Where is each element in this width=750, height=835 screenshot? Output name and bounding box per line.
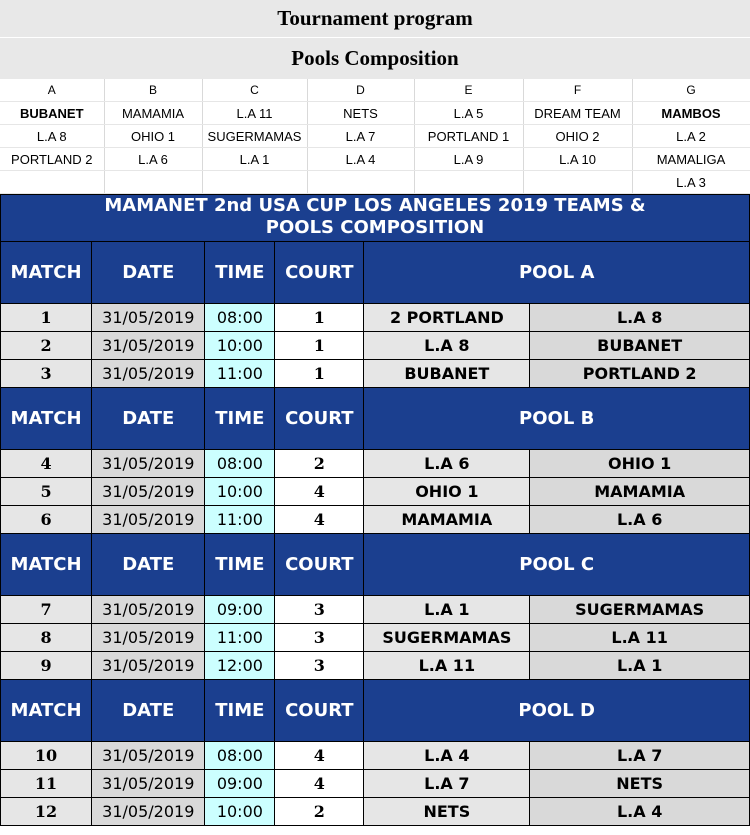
pool-team-cell: BUBANET <box>0 102 104 125</box>
pool-title: POOL A <box>364 242 750 304</box>
time-column-header: TIME <box>205 388 275 450</box>
pool-letter-cell: F <box>523 79 632 102</box>
match-row <box>1 624 750 652</box>
match-team-1: L.A 6 <box>364 450 530 478</box>
time-column-header: TIME <box>205 242 275 304</box>
match-team-2: L.A 7 <box>530 742 750 770</box>
date-column-header: DATE <box>92 388 205 450</box>
match-team-1: MAMAMIA <box>364 506 530 534</box>
match-date: 31/05/2019 <box>92 798 205 826</box>
pool-letter-cell: B <box>104 79 202 102</box>
match-team-1: L.A 1 <box>364 596 530 624</box>
match-team-1: NETS <box>364 798 530 826</box>
match-team-2: OHIO 1 <box>530 450 750 478</box>
pool-team-cell: PORTLAND 1 <box>414 125 523 148</box>
court-column-header: COURT <box>275 680 364 742</box>
pool-header-row <box>1 388 750 450</box>
pool-team-cell <box>523 171 632 194</box>
match-team-2: PORTLAND 2 <box>530 360 750 388</box>
time-column-header: TIME <box>205 534 275 596</box>
match-row <box>1 360 750 388</box>
pool-team-cell: DREAM TEAM <box>523 102 632 125</box>
match-time: 08:00 <box>205 304 275 332</box>
match-time: 10:00 <box>205 478 275 506</box>
pool-team-cell: PORTLAND 2 <box>0 148 104 171</box>
pool-team-row <box>0 125 750 148</box>
pool-team-cell: NETS <box>307 102 414 125</box>
match-team-1: L.A 4 <box>364 742 530 770</box>
pool-team-cell: L.A 2 <box>632 125 750 148</box>
pool-header-row <box>1 242 750 304</box>
pool-letter-cell: E <box>414 79 523 102</box>
match-column-header: MATCH <box>1 680 92 742</box>
pool-team-cell: L.A 10 <box>523 148 632 171</box>
match-row <box>1 506 750 534</box>
pool-letter-cell: G <box>632 79 750 102</box>
pool-team-row <box>0 171 750 194</box>
match-row <box>1 652 750 680</box>
court-column-header: COURT <box>275 388 364 450</box>
pool-header-row <box>1 534 750 596</box>
match-number: 6 <box>1 506 92 534</box>
match-row <box>1 798 750 826</box>
match-date: 31/05/2019 <box>92 596 205 624</box>
match-number: 12 <box>1 798 92 826</box>
pool-title: POOL D <box>364 680 750 742</box>
court-column-header: COURT <box>275 242 364 304</box>
match-court: 4 <box>275 770 364 798</box>
match-court: 3 <box>275 596 364 624</box>
pool-team-cell: L.A 7 <box>307 125 414 148</box>
match-court: 4 <box>275 742 364 770</box>
match-court: 1 <box>275 332 364 360</box>
pool-team-cell: MAMBOS <box>632 102 750 125</box>
pool-letter-cell: A <box>0 79 104 102</box>
time-column-header: TIME <box>205 680 275 742</box>
match-number: 3 <box>1 360 92 388</box>
match-team-2: L.A 11 <box>530 624 750 652</box>
pool-letters-row <box>0 79 750 102</box>
match-row <box>1 450 750 478</box>
match-time: 08:00 <box>205 742 275 770</box>
match-team-2: L.A 6 <box>530 506 750 534</box>
match-schedule-table <box>0 241 750 826</box>
match-number: 1 <box>1 304 92 332</box>
date-column-header: DATE <box>92 242 205 304</box>
pool-team-cell <box>202 171 307 194</box>
match-team-1: L.A 7 <box>364 770 530 798</box>
page-title: Tournament program <box>0 0 750 38</box>
match-number: 9 <box>1 652 92 680</box>
pool-team-cell <box>307 171 414 194</box>
match-column-header: MATCH <box>1 242 92 304</box>
match-number: 7 <box>1 596 92 624</box>
match-row <box>1 742 750 770</box>
match-time: 11:00 <box>205 624 275 652</box>
match-time: 11:00 <box>205 360 275 388</box>
match-row <box>1 304 750 332</box>
match-date: 31/05/2019 <box>92 652 205 680</box>
match-date: 31/05/2019 <box>92 742 205 770</box>
match-row <box>1 478 750 506</box>
match-date: 31/05/2019 <box>92 478 205 506</box>
match-court: 4 <box>275 506 364 534</box>
match-court: 3 <box>275 624 364 652</box>
match-number: 11 <box>1 770 92 798</box>
pool-team-row <box>0 102 750 125</box>
match-team-2: SUGERMAMAS <box>530 596 750 624</box>
match-team-2: L.A 8 <box>530 304 750 332</box>
pool-team-cell <box>0 171 104 194</box>
match-row <box>1 332 750 360</box>
match-team-1: L.A 11 <box>364 652 530 680</box>
court-column-header: COURT <box>275 534 364 596</box>
pool-team-cell: L.A 8 <box>0 125 104 148</box>
pool-team-cell: SUGERMAMAS <box>202 125 307 148</box>
match-team-2: MAMAMIA <box>530 478 750 506</box>
pool-team-cell: OHIO 2 <box>523 125 632 148</box>
pool-team-cell: L.A 3 <box>632 171 750 194</box>
match-time: 11:00 <box>205 506 275 534</box>
match-number: 10 <box>1 742 92 770</box>
pool-header-row <box>1 680 750 742</box>
match-time: 10:00 <box>205 332 275 360</box>
match-court: 2 <box>275 450 364 478</box>
match-team-1: SUGERMAMAS <box>364 624 530 652</box>
pool-team-cell: L.A 5 <box>414 102 523 125</box>
pool-team-cell: MAMAMIA <box>104 102 202 125</box>
match-time: 09:00 <box>205 770 275 798</box>
match-date: 31/05/2019 <box>92 506 205 534</box>
match-team-1: L.A 8 <box>364 332 530 360</box>
pool-team-cell: OHIO 1 <box>104 125 202 148</box>
match-time: 08:00 <box>205 450 275 478</box>
banner-line-1: MAMANET 2nd USA CUP LOS ANGELES 2019 TEAMS & <box>104 195 646 216</box>
match-team-1: BUBANET <box>364 360 530 388</box>
match-number: 2 <box>1 332 92 360</box>
match-number: 5 <box>1 478 92 506</box>
match-team-2: L.A 1 <box>530 652 750 680</box>
pool-team-row <box>0 148 750 171</box>
match-time: 10:00 <box>205 798 275 826</box>
match-team-1: 2 PORTLAND <box>364 304 530 332</box>
pool-letter-cell: D <box>307 79 414 102</box>
match-court: 4 <box>275 478 364 506</box>
match-number: 8 <box>1 624 92 652</box>
match-date: 31/05/2019 <box>92 332 205 360</box>
schedule-banner <box>0 194 750 241</box>
match-date: 31/05/2019 <box>92 360 205 388</box>
match-court: 3 <box>275 652 364 680</box>
match-time: 09:00 <box>205 596 275 624</box>
pool-team-cell: L.A 11 <box>202 102 307 125</box>
pool-letter-cell: C <box>202 79 307 102</box>
match-number: 4 <box>1 450 92 478</box>
pool-team-cell: L.A 9 <box>414 148 523 171</box>
match-date: 31/05/2019 <box>92 450 205 478</box>
pool-team-cell: L.A 1 <box>202 148 307 171</box>
pools-composition-table <box>0 79 750 194</box>
pool-team-cell: L.A 4 <box>307 148 414 171</box>
match-date: 31/05/2019 <box>92 304 205 332</box>
match-row <box>1 596 750 624</box>
match-team-2: BUBANET <box>530 332 750 360</box>
match-row <box>1 770 750 798</box>
match-column-header: MATCH <box>1 388 92 450</box>
match-date: 31/05/2019 <box>92 770 205 798</box>
match-court: 1 <box>275 360 364 388</box>
pool-title: POOL C <box>364 534 750 596</box>
date-column-header: DATE <box>92 680 205 742</box>
match-column-header: MATCH <box>1 534 92 596</box>
banner-line-2: POOLS COMPOSITION <box>265 217 485 238</box>
match-team-2: NETS <box>530 770 750 798</box>
match-time: 12:00 <box>205 652 275 680</box>
pool-title: POOL B <box>364 388 750 450</box>
page-subtitle: Pools Composition <box>0 38 750 79</box>
pool-team-cell: L.A 6 <box>104 148 202 171</box>
match-court: 2 <box>275 798 364 826</box>
date-column-header: DATE <box>92 534 205 596</box>
match-team-2: L.A 4 <box>530 798 750 826</box>
match-court: 1 <box>275 304 364 332</box>
pool-team-cell <box>414 171 523 194</box>
pool-team-cell <box>104 171 202 194</box>
match-team-1: OHIO 1 <box>364 478 530 506</box>
pool-team-cell: MAMALIGA <box>632 148 750 171</box>
match-date: 31/05/2019 <box>92 624 205 652</box>
